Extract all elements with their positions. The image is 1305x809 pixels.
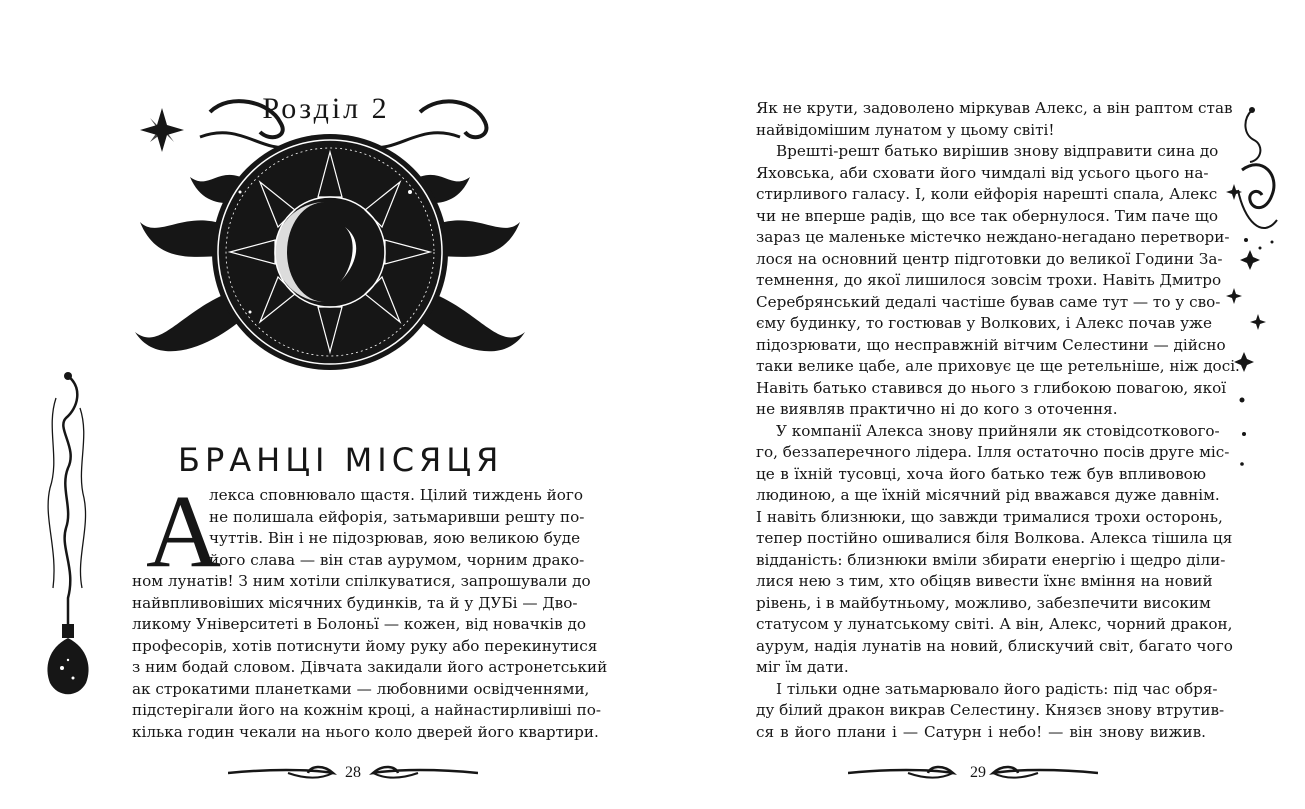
text-line: Навіть батько ставився до нього з глибокою повагою, якої xyxy=(756,378,1227,397)
text-line: статусом у лунатському світі. А він, Алекс, чорний дракон, xyxy=(756,615,1233,633)
text-line: кілька годин чекали на нього коло дверей його квартири. xyxy=(132,722,599,741)
text-line: І тільки одне затьмарювало його радість: під час обря- xyxy=(776,679,1218,698)
left-body xyxy=(132,571,608,743)
right-page xyxy=(652,0,1305,809)
left-body-indented xyxy=(209,485,585,571)
page-number: 28 xyxy=(345,764,361,781)
text-line: підозрювати, що несправжній вітчим Селестини — дійсно xyxy=(756,335,1226,354)
text-line: відданість: близнюки вміли збирати енергію і щедро діли- xyxy=(756,550,1226,569)
page-number: 29 xyxy=(970,764,986,781)
text-line: ликому Університеті в Болоньї — кожен, від новачків до xyxy=(132,615,586,633)
text-line: рівень, і в майбутньому, можливо, забезпечити високим xyxy=(756,593,1211,612)
text-line: Врешті-решт батько вирішив знову відправити сина до xyxy=(776,142,1219,160)
text-line: не виявляв практично ні до кого з оточення. xyxy=(756,400,1118,418)
magic-bottle-ornament xyxy=(38,368,98,708)
text-line: го, беззаперечного лідера. Ілля остаточно посів друге міс- xyxy=(756,443,1230,461)
chapter-title: БРАНЦІ МІСЯЦЯ xyxy=(178,441,504,480)
text-line: чуттів. Він і не підозрював, яою великою буде xyxy=(209,529,581,547)
text-line: ном лунатів! З ним хотіли спілкуватися, запрошували до xyxy=(132,572,591,590)
text-line: людиною, а ще їхній місячний рід вважався дуже давнім. xyxy=(756,486,1220,504)
text-line: лося на основний центр підготовки до великої Години За- xyxy=(756,249,1223,268)
text-line: аурум, надія лунатів на новий, блискучий світ, багато чого xyxy=(756,636,1233,655)
text-line: темнення, до якої лишилося зовсім трохи. Навіть Дмитро xyxy=(756,271,1222,289)
text-line: Серебрянський дедалі частіше бував саме тут — то у сво- xyxy=(756,292,1221,311)
sun-moon-illustration xyxy=(120,82,540,382)
text-line: ду білий дракон викрав Селестину. Князєв знову втрутив- xyxy=(756,701,1225,719)
text-line: не полишала ейфорія, затьмаривши решту по- xyxy=(209,507,585,526)
text-line: лися нею з тим, хто обіцяв вивести їхнє вміння на новий xyxy=(756,572,1213,590)
text-line: міг їм дати. xyxy=(756,658,849,676)
text-line: це в їхній тусовці, хоча його батько теж був впливовою xyxy=(756,464,1206,483)
left-page xyxy=(0,0,652,809)
text-line: єму будинку, то гостював у Волкових, і Алекс почав уже xyxy=(756,314,1212,332)
text-line: зараз це маленьке містечко неждано-негадано перетвори- xyxy=(756,228,1230,246)
text-line: ак строкатими планетками — любовними освідченнями, xyxy=(132,679,590,698)
text-line: з ним бодай словом. Дівчата закидали його астронетський xyxy=(132,658,608,676)
text-line: професорів, хотів потиснути йому руку або перекинутися xyxy=(132,636,598,655)
text-line: стирливого галасу. І, коли ейфорія нарешті спала, Алекс xyxy=(756,185,1218,203)
text-line: найвідомішим лунатом у цьому світі! xyxy=(756,120,1055,139)
text-line: Як не крути, задоволено міркував Алекс, а він раптом став xyxy=(756,99,1233,117)
drop-cap: А xyxy=(146,474,222,589)
stars-vine-ornament xyxy=(1222,100,1282,480)
text-line: Яховська, аби сховати його чимдалі від усього цього на- xyxy=(756,163,1209,182)
text-line: лекса сповнювало щастя. Цілий тиждень його xyxy=(209,486,583,504)
text-line: У компанії Алекса знову прийняли як стовідсоткового- xyxy=(776,421,1220,440)
chapter-label: Розділ 2 xyxy=(262,92,390,125)
right-body xyxy=(756,98,1240,743)
text-line: тепер постійно ошивалися біля Волкова. Алекса тішила ця xyxy=(756,529,1233,547)
text-line: підстерігали його на кожнім кроці, а найнастирливіші по- xyxy=(132,701,601,719)
text-line: чи не вперше радів, що все так обернулося. Тим паче що xyxy=(756,206,1218,225)
text-line: ся в його плани і — Сатурн і небо! — він знову вижив. xyxy=(756,722,1206,741)
text-line: таки велике цабе, але приховує це ще ретельніше, ніж досі. xyxy=(756,357,1240,375)
text-line: І навіть близнюки, що завжди трималися трохи осторонь, xyxy=(756,507,1223,526)
text-line: найвпливовіших місячних будинків, та й у ДУБі — Дво- xyxy=(132,593,578,612)
text-line: його слава — він став аурумом, чорним драко- xyxy=(209,550,585,569)
